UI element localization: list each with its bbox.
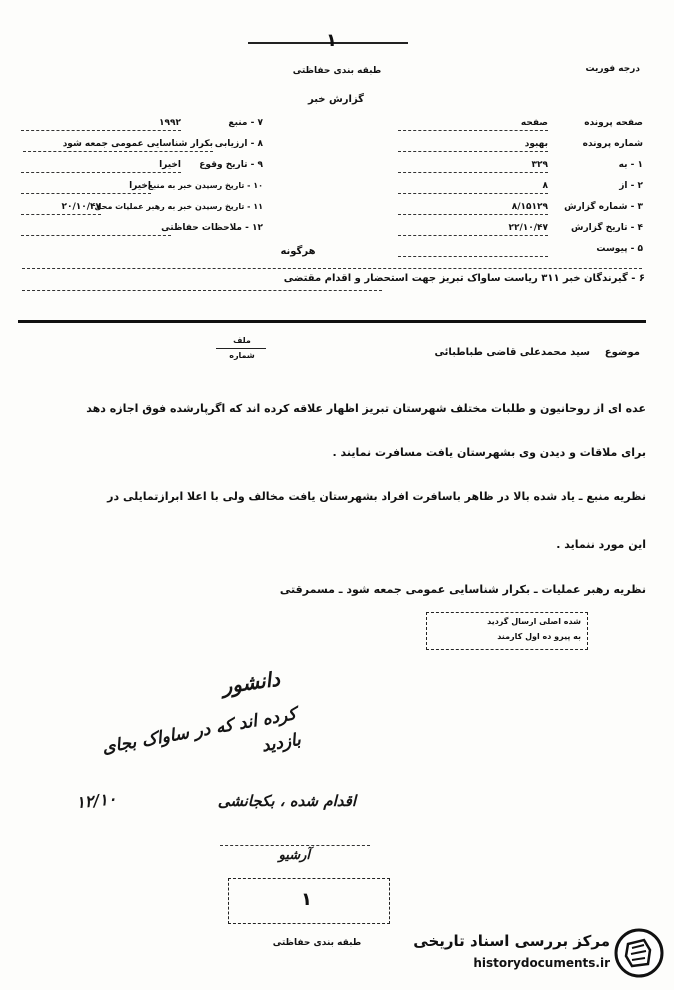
handwritten-date: ۱۲/۱۰: [75, 788, 118, 813]
top-classification-stamp: [248, 32, 408, 64]
handwritten-note: اقدام شده ، بکجانشی: [217, 792, 356, 810]
header-divider: [18, 320, 646, 323]
field-value: اخیرا: [159, 160, 181, 170]
field-value: ۲۲/۱۰/۴۷: [508, 223, 548, 233]
field-value: صفحه: [520, 118, 548, 128]
field-label: شماره پرونده: [582, 139, 643, 149]
field-value: ۸/۱۵۱۲۹: [511, 202, 548, 212]
stamp-line: شده اصلی ارسال گردید: [487, 617, 581, 626]
subject-side-top: ملف: [233, 336, 251, 345]
urgency-label: درجه فوریت: [585, 64, 640, 74]
body-line: برای ملاقات و دیدن وی بشهرستان یافت مسافرت نمایند .: [332, 446, 646, 459]
watermark-org: مرکز بررسی اسناد تاریخی: [413, 932, 610, 950]
dispatch-stamp: [426, 612, 588, 650]
field-value: ۱۹۹۲: [159, 118, 181, 128]
field-value: ۳۲۹: [531, 160, 548, 170]
watermark: [388, 926, 668, 982]
watermark-url: historydocuments.ir: [473, 956, 610, 970]
bottom-stamp-mark: ۱: [301, 889, 312, 910]
field-label: ۱۲ - ملاحظات حفاظتی: [161, 223, 263, 233]
distribution-line: ۶ - گیرندگان خبر ۳۱۱ ریاست ساواک تبریز جهت استحضار و اقدام مقتضی: [283, 273, 645, 284]
report-title: گزارش خبر: [307, 94, 364, 105]
field-value: بهبود: [524, 139, 548, 149]
field-label: ۲ - از: [619, 181, 643, 191]
handwritten-note: دانشور: [220, 666, 282, 699]
field-label: ۵ - پیوست: [596, 244, 643, 254]
archive-logo-icon: [614, 928, 664, 978]
field-label: ۹ - تاریخ وقوع: [199, 160, 263, 170]
bottom-classification-stamp: [228, 878, 390, 924]
subject-side-bottom: شماره: [229, 351, 255, 360]
stamp-line: به پیرو ده اول کارمند: [497, 632, 581, 641]
field-label: ۴ - تاریخ گزارش: [571, 223, 643, 233]
field-value: اخیرا: [129, 181, 151, 191]
left-fields: [18, 118, 263, 248]
distribution-center-label: هرگونه: [280, 246, 316, 257]
field-label: ۸ - ارزیابی: [214, 139, 263, 149]
field-label: صفحه پرونده: [584, 118, 643, 128]
body-line: این مورد ننماید .: [556, 538, 646, 551]
field-label: ۷ - منبع: [228, 118, 263, 128]
handwritten-note: کرده اند که در ساواک بجای بازدید: [100, 704, 303, 759]
field-label: ۳ - شماره گزارش: [564, 202, 643, 212]
field-value: ۲۰/۱۰/۴۷: [61, 202, 101, 212]
field-label: ۱۰ - تاریخ رسیدن خبر به منبع: [147, 181, 263, 190]
body-line: نظریه منبع ـ یاد شده بالا در ظاهر باسافرت افراد بشهرستان یافت مخالف ولی با اعلا ابرازتمایلی در: [107, 490, 646, 503]
subject-label: موضوع: [604, 347, 640, 358]
field-label: ۱۱ - تاریخ رسیدن خبر به رهبر عملیات محل: [94, 202, 263, 211]
classification-top: طبقه بندی حفاظتی: [292, 66, 382, 76]
right-fields: [388, 118, 643, 268]
body-line: عده ای از روحانیون و طلبات مختلف شهرستان تبریز اظهار علاقه کرده اند که اگرپارشده فوق اجازه دهد: [86, 402, 646, 415]
field-value: بکرار شناسایی عمومی جمعه شود: [62, 139, 213, 149]
subject-value: سید محمدعلی قاضی طباطبائی: [434, 347, 590, 358]
handwritten-archive: آرشیو: [278, 848, 310, 863]
body-line: نظریه رهبر عملیات ـ بکرار شناسایی عمومی جمعه شود ـ مسمرقتی: [279, 583, 646, 596]
field-value: ۸: [542, 181, 548, 191]
field-label: ۱ - به: [618, 160, 643, 170]
top-stamp-mark: ۱: [326, 30, 337, 51]
classification-bottom: طبقه بندی حفاظتی: [272, 938, 362, 948]
